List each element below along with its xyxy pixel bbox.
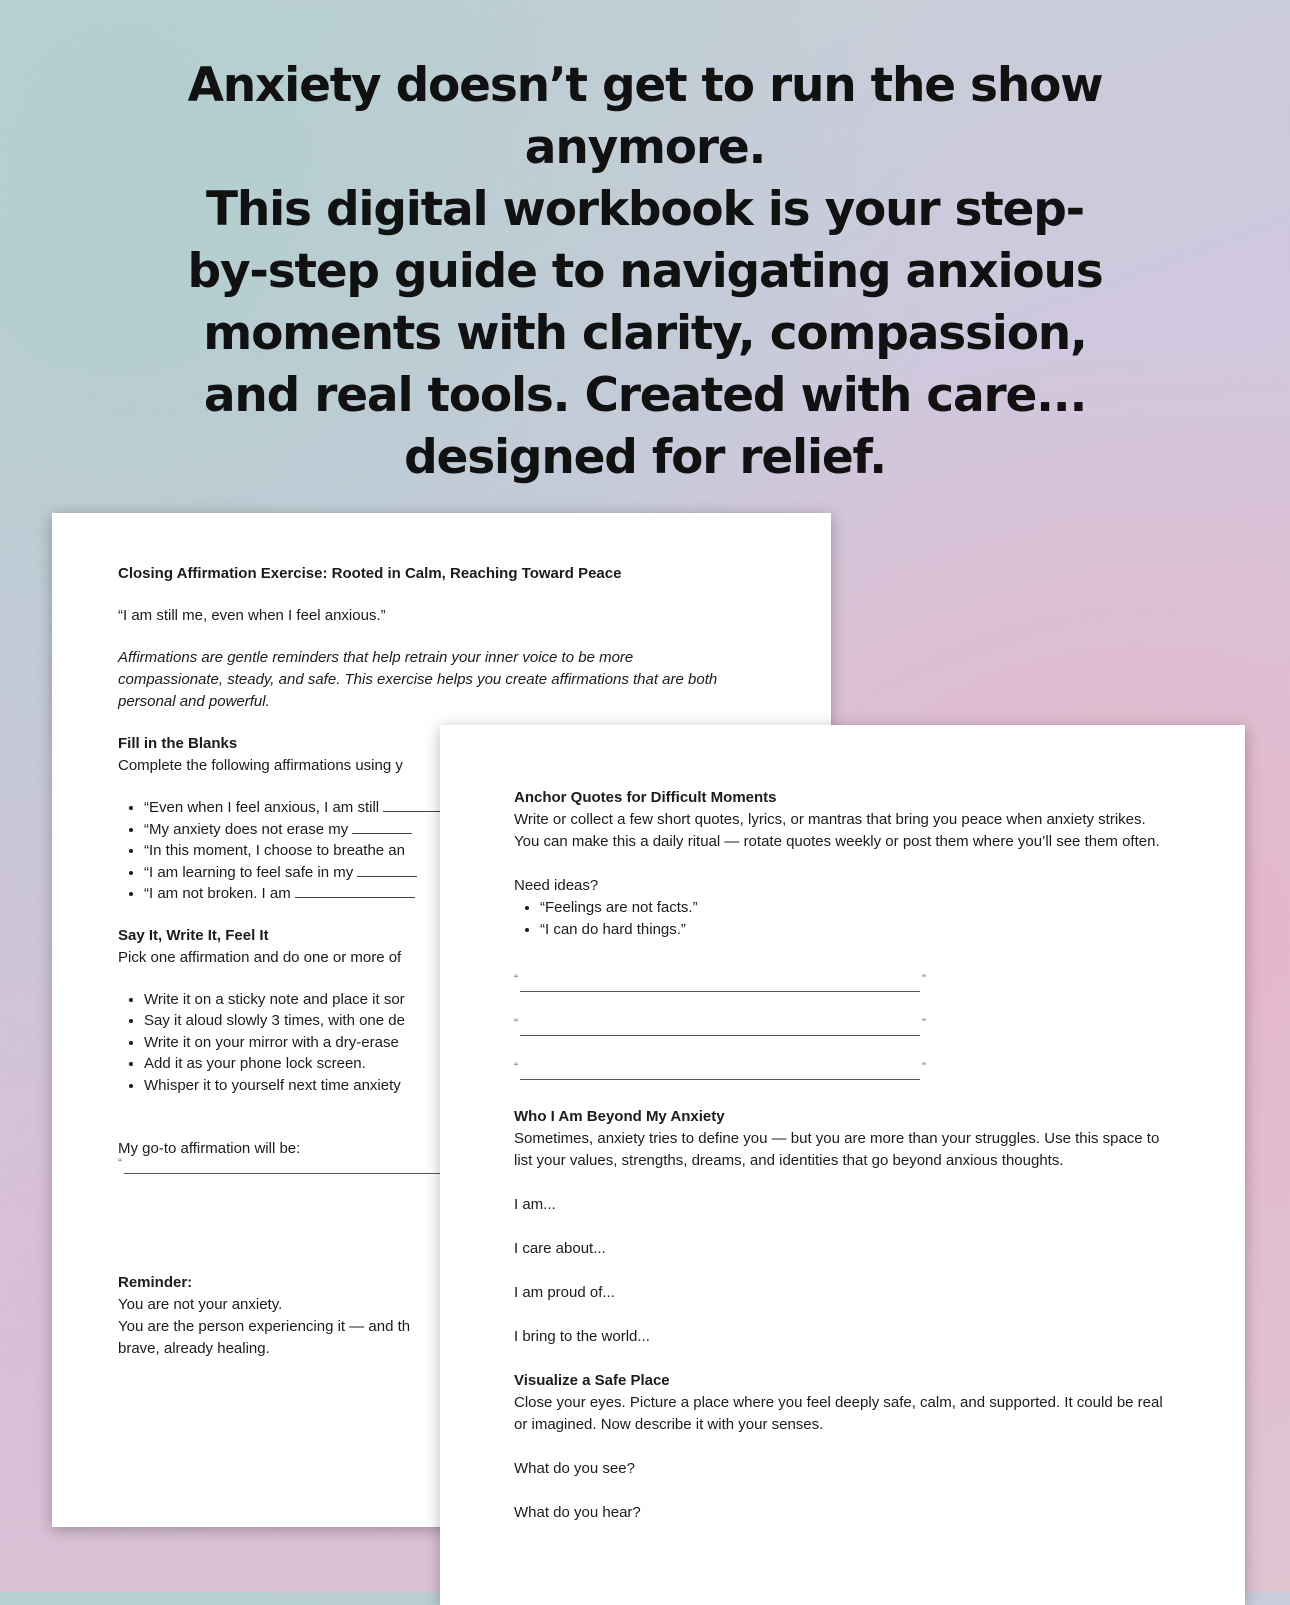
open-quote: “ <box>118 1156 122 1170</box>
goto-affirmation-label: My go-to affirmation will be: <box>118 1140 301 1157</box>
list-item: • “I am learning to feel safe in my <box>144 862 765 884</box>
list-item: • Say it aloud slowly 3 times, with one de <box>144 1010 765 1032</box>
close-quote: ” <box>922 972 926 986</box>
section-text-fill: Complete the following affirmations using y <box>118 757 403 774</box>
goto-affirmation-line[interactable] <box>118 1156 478 1178</box>
write-line <box>520 991 920 992</box>
list-item: • Write it on your mirror with a dry-erase <box>144 1032 765 1054</box>
headline-line: Anxiety doesn’t get to run the show <box>187 58 1103 113</box>
write-line <box>520 1035 920 1036</box>
prompt-line: I care about... <box>514 1240 606 1257</box>
list-item: • “In this moment, I choose to breathe an <box>144 840 765 862</box>
list-item: • Write it on a sticky note and place it sor <box>144 989 765 1011</box>
prompt-line: I bring to the world... <box>514 1328 650 1345</box>
headline-line: This digital workbook is your step- <box>206 182 1084 237</box>
list-item: • “Feelings are not facts.” <box>540 897 1175 919</box>
close-quote: ” <box>922 1060 926 1074</box>
list-item: • “My anxiety does not erase my <box>144 819 765 841</box>
quote-entry-line[interactable] <box>514 974 926 996</box>
list-item: • Whisper it to yourself next time anxiety <box>144 1075 765 1097</box>
section-heading-anchor: Anchor Quotes for Difficult Moments <box>514 789 777 806</box>
section-text-safe: Close your eyes. Picture a place where you feel deeply safe, calm, and supported. It could be real or imagined. Now describe it with your senses. <box>514 1394 1163 1433</box>
list-item: • “Even when I feel anxious, I am still <box>144 797 765 819</box>
worksheet-page-anchor <box>440 725 1245 1605</box>
section-heading-say: Say It, Write It, Feel It <box>118 926 269 944</box>
featured-quote: “I am still me, even when I feel anxious.” <box>118 607 386 624</box>
prompt-line: What do you see? <box>514 1460 635 1477</box>
headline-line: and real tools. Created with care... <box>203 368 1087 423</box>
ideas-list <box>514 897 1175 940</box>
section-heading-safe: Visualize a Safe Place <box>514 1372 670 1389</box>
prompt-line: What do you hear? <box>514 1504 641 1521</box>
reminder-line: You are the person experiencing it — and th <box>118 1318 411 1335</box>
quote-entry-line[interactable] <box>514 1018 926 1040</box>
reminder-heading: Reminder: <box>118 1274 193 1291</box>
prompt-line: I am proud of... <box>514 1284 615 1301</box>
write-line <box>124 1173 478 1174</box>
headline <box>60 55 1230 489</box>
open-quote: “ <box>514 972 518 986</box>
section-text-anchor: Write or collect a few short quotes, lyrics, or mantras that bring you peace when anxiety strikes. You can make this a daily ritual — rotate quotes weekly or post them where you’ll see them often. <box>514 811 1160 850</box>
headline-line: designed for relief. <box>404 430 886 485</box>
reminder-line: You are not your anxiety. <box>118 1296 283 1313</box>
open-quote: “ <box>514 1016 518 1030</box>
list-item: • “I am not broken. I am <box>144 883 765 905</box>
intro-text: Affirmations are gentle reminders that help retrain your inner voice to be more compassionate, steady, and safe. This exercise helps you create affirmations that are both personal and powerful. <box>118 649 718 710</box>
prompt-line: I am... <box>514 1196 556 1213</box>
write-line <box>520 1079 920 1080</box>
headline-line: anymore. <box>524 120 766 175</box>
headline-line: by-step guide to navigating anxious <box>187 244 1103 299</box>
section-text-say: Pick one affirmation and do one or more of <box>118 948 402 966</box>
list-item: • “I can do hard things.” <box>540 919 1175 941</box>
section-heading-who: Who I Am Beyond My Anxiety <box>514 1108 725 1125</box>
headline-line: moments with clarity, compassion, <box>203 306 1087 361</box>
reminder-line: brave, already healing. <box>118 1340 270 1357</box>
open-quote: “ <box>514 1060 518 1074</box>
section-text-who: Sometimes, anxiety tries to define you — but you are more than your struggles. Use this space to list your values, strengths, dreams, and identities that go beyond anxious thoughts. <box>514 1130 1160 1169</box>
close-quote: ” <box>922 1016 926 1030</box>
page-title: Closing Affirmation Exercise: Rooted in Calm, Reaching Toward Peace <box>118 565 622 582</box>
ideas-label: Need ideas? <box>514 877 599 894</box>
list-item: • Add it as your phone lock screen. <box>144 1053 765 1075</box>
section-heading-fill: Fill in the Blanks <box>118 735 238 752</box>
quote-entry-line[interactable] <box>514 1062 926 1084</box>
